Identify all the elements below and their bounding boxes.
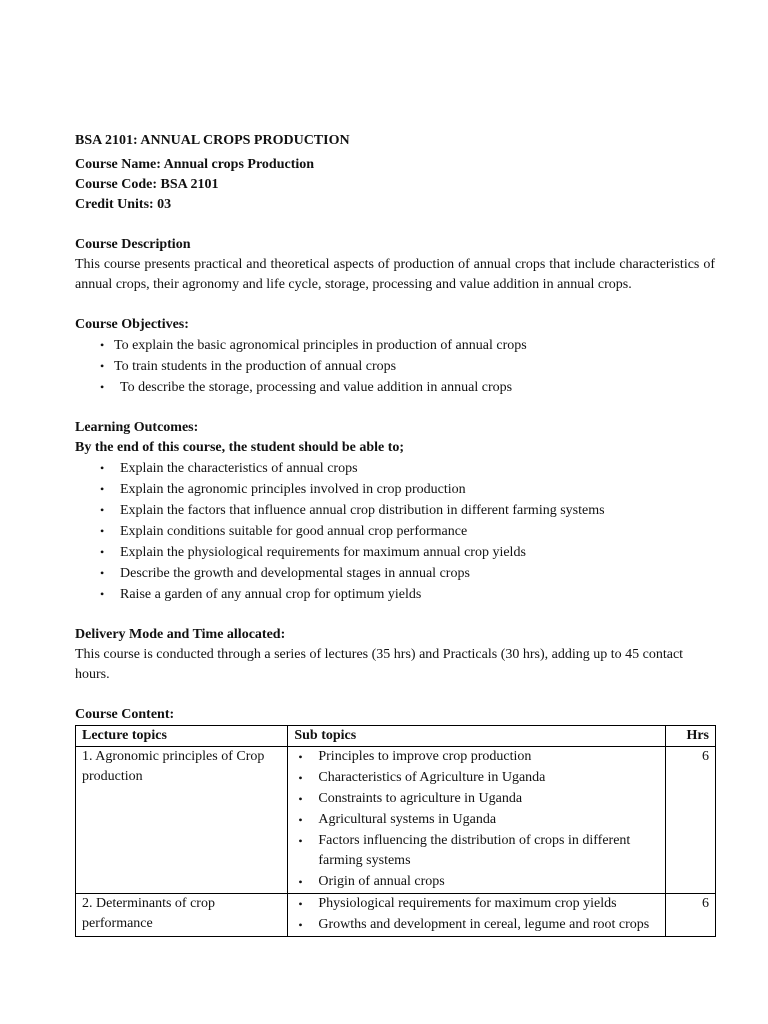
column-header-sub-topics: Sub topics bbox=[288, 726, 666, 747]
document-page bbox=[75, 131, 715, 937]
column-header-lecture-topics: Lecture topics bbox=[76, 726, 288, 747]
list-item bbox=[294, 872, 659, 892]
bullet-icon: • bbox=[100, 338, 105, 352]
delivery-title: Delivery Mode and Time allocated: bbox=[75, 627, 286, 642]
bullet-icon: • bbox=[298, 834, 303, 848]
bullet-icon: • bbox=[100, 380, 105, 394]
outcomes-title: Learning Outcomes: bbox=[75, 420, 199, 435]
list-item bbox=[75, 479, 715, 500]
sub-topic-text: Principles to improve crop production bbox=[318, 749, 532, 764]
list-item bbox=[75, 458, 715, 479]
bullet-icon: • bbox=[100, 587, 105, 601]
sub-topic-text: Constraints to agriculture in Uganda bbox=[318, 791, 523, 806]
outcome-text: Describe the growth and developmental stages in annual crops bbox=[120, 566, 470, 581]
outcomes-list bbox=[75, 458, 715, 605]
list-item bbox=[294, 789, 659, 809]
content-title: Course Content: bbox=[75, 707, 175, 722]
outcome-text: Raise a garden of any annual crop for optimum yields bbox=[120, 587, 422, 602]
objectives-title: Course Objectives: bbox=[75, 317, 189, 332]
bullet-icon: • bbox=[100, 524, 105, 538]
bullet-icon: • bbox=[298, 813, 303, 827]
objective-text: To describe the storage, processing and value addition in annual crops bbox=[120, 380, 513, 395]
delivery-text-line1: This course is conducted through a series of lectures (35 hrs) and Practicals (30 hrs), adding up to 45 contact bbox=[75, 647, 684, 662]
bullet-icon: • bbox=[100, 359, 105, 373]
table-row bbox=[76, 894, 716, 937]
sub-topics-cell bbox=[288, 747, 666, 894]
lecture-topic-cell: 1. Agronomic principles of Crop production bbox=[76, 747, 288, 894]
course-content-table bbox=[75, 725, 716, 937]
objectives-list bbox=[75, 335, 715, 398]
course-name: Course Name: Annual crops Production bbox=[75, 157, 315, 172]
bullet-icon: • bbox=[298, 792, 303, 806]
list-item bbox=[294, 915, 659, 935]
sub-topics-list bbox=[294, 894, 659, 935]
outcome-text: Explain the physiological requirements for maximum annual crop yields bbox=[120, 545, 526, 560]
objective-text: To train students in the production of annual crops bbox=[114, 359, 397, 374]
bullet-icon: • bbox=[100, 503, 105, 517]
outcome-text: Explain conditions suitable for good annual crop performance bbox=[120, 524, 468, 539]
list-item bbox=[75, 377, 715, 398]
list-item bbox=[75, 335, 715, 356]
list-item bbox=[75, 356, 715, 377]
list-item bbox=[75, 563, 715, 584]
hours-cell: 6 bbox=[666, 894, 716, 937]
column-header-hrs: Hrs bbox=[666, 726, 716, 747]
list-item bbox=[294, 747, 659, 767]
description-text: This course presents practical and theoretical aspects of production of annual crops that include characteristics of annual crops, their agronomy and life cycle, storage, processing and value addition in annual crops. bbox=[75, 257, 715, 292]
sub-topic-text: Growths and development in cereal, legume and root crops bbox=[318, 917, 650, 932]
bullet-icon: • bbox=[298, 918, 303, 932]
sub-topic-text: Physiological requirements for maximum crop yields bbox=[318, 896, 617, 911]
bullet-icon: • bbox=[100, 545, 105, 559]
list-item bbox=[75, 542, 715, 563]
outcome-text: Explain the factors that influence annual crop distribution in different farming systems bbox=[120, 503, 605, 518]
list-item bbox=[75, 500, 715, 521]
course-code: Course Code: BSA 2101 bbox=[75, 177, 219, 192]
list-item bbox=[294, 831, 659, 871]
bullet-icon: • bbox=[298, 771, 303, 785]
outcome-text: Explain the agronomic principles involved in crop production bbox=[120, 482, 466, 497]
list-item bbox=[75, 584, 715, 605]
hours-cell: 6 bbox=[666, 747, 716, 894]
bullet-icon: • bbox=[100, 566, 105, 580]
document-heading: BSA 2101: ANNUAL CROPS PRODUCTION bbox=[75, 133, 350, 148]
bullet-icon: • bbox=[298, 897, 303, 911]
list-item bbox=[294, 894, 659, 914]
list-item bbox=[294, 810, 659, 830]
bullet-icon: • bbox=[100, 482, 105, 496]
outcomes-intro: By the end of this course, the student should be able to; bbox=[75, 440, 405, 455]
list-item bbox=[75, 521, 715, 542]
outcome-text: Explain the characteristics of annual crops bbox=[120, 461, 358, 476]
bullet-icon: • bbox=[298, 875, 303, 889]
sub-topic-text: Origin of annual crops bbox=[318, 874, 445, 889]
list-item bbox=[294, 768, 659, 788]
delivery-text-line2: hours. bbox=[75, 667, 110, 682]
sub-topics-cell bbox=[288, 894, 666, 937]
sub-topic-text: Factors influencing the distribution of crops in different farming systems bbox=[318, 833, 631, 868]
bullet-icon: • bbox=[298, 750, 303, 764]
description-title: Course Description bbox=[75, 237, 191, 252]
bullet-icon: • bbox=[100, 461, 105, 475]
sub-topic-text: Agricultural systems in Uganda bbox=[318, 812, 497, 827]
sub-topics-list bbox=[294, 747, 659, 892]
table-header-row bbox=[76, 726, 716, 747]
table-row bbox=[76, 747, 716, 894]
lecture-topic-cell: 2. Determinants of crop performance bbox=[76, 894, 288, 937]
objective-text: To explain the basic agronomical principles in production of annual crops bbox=[114, 338, 527, 353]
credit-units: Credit Units: 03 bbox=[75, 197, 172, 212]
sub-topic-text: Characteristics of Agriculture in Uganda bbox=[318, 770, 546, 785]
